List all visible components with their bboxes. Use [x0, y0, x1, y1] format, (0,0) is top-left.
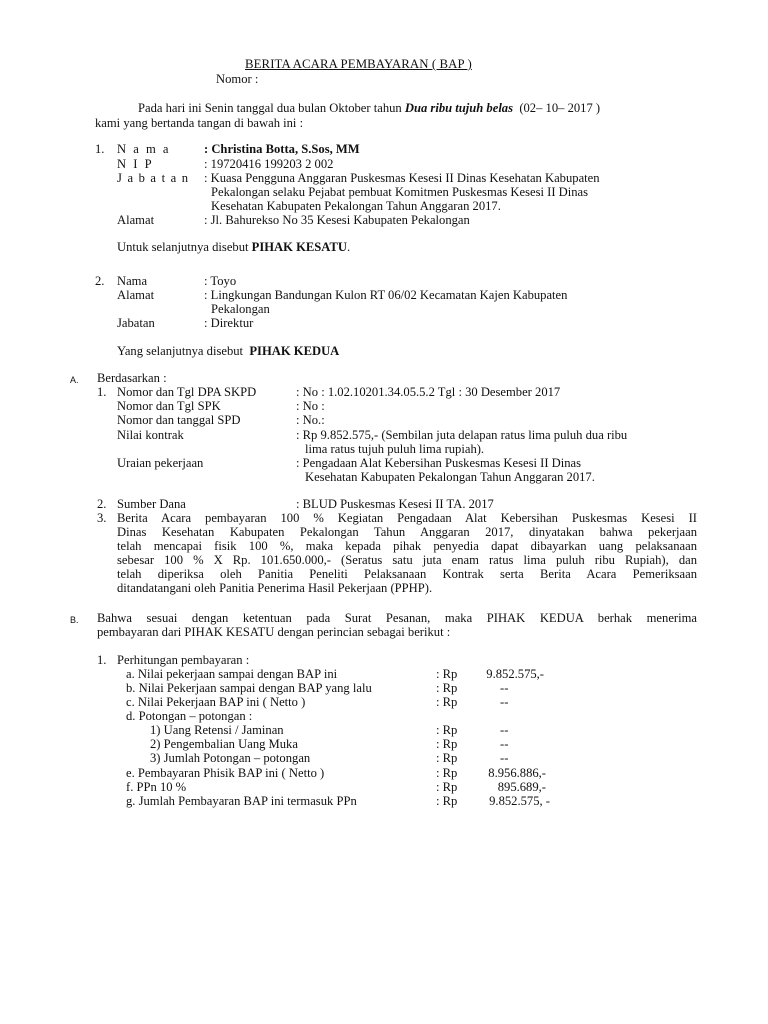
section-a-heading: Berdasarkan : — [97, 371, 167, 385]
section-a-item2-number: 2. — [97, 497, 107, 511]
party1-nama-value: : Christina Botta, S.Sos, MM — [204, 142, 360, 156]
party2-alamat-line2: Pekalongan — [211, 302, 270, 316]
calc-row-rp: : Rp — [436, 667, 458, 681]
party1-jabatan-line3: Kesehatan Kabupaten Pekalongan Tahun Anggaran 2017. — [211, 199, 501, 213]
intro-line-2: kami yang bertanda tangan di bawah ini : — [95, 116, 304, 130]
calc-row-label: b. Nilai Pekerjaan sampai dengan BAP yang lalu — [126, 681, 372, 695]
calc-row-label: a. Nilai pekerjaan sampai dengan BAP ini — [126, 667, 338, 681]
calc-row-rp: : Rp — [436, 737, 458, 751]
calc-row-amount: -- — [500, 723, 509, 737]
party2-jabatan-label: Jabatan — [117, 316, 155, 330]
section-a-item1-number: 1. — [97, 385, 107, 399]
party2-nama-label: Nama — [117, 274, 148, 288]
nilai-kontrak-label: Nilai kontrak — [117, 428, 184, 442]
party1-number: 1. — [95, 142, 105, 156]
nilai-kontrak-line2: lima ratus tujuh puluh lima rupiah). — [305, 442, 485, 456]
calc-row-rp: : Rp — [436, 751, 458, 765]
calc-row-label: e. Pembayaran Phisik BAP ini ( Netto ) — [126, 766, 325, 780]
item3-line6: ditandatangani oleh Panitia Penerima Hasil Pekerjaan (PPHP). — [117, 581, 433, 595]
section-a-item3-number: 3. — [97, 511, 107, 525]
item3-line3: telah mencapai fisik 100 %, maka kepada pihak penyedia dapat dibayarkan uang pelaksanaan — [117, 539, 697, 553]
calc-row-label: g. Jumlah Pembayaran BAP ini termasuk PPn — [126, 794, 357, 808]
intro-text: Pada hari ini Senin tanggal dua bulan Oktober tahun — [138, 101, 402, 115]
party2-designation: Yang selanjutnya disebut PIHAK KEDUA — [117, 344, 340, 358]
spk-label: Nomor dan Tgl SPK — [117, 399, 221, 413]
uraian-line2: Kesehatan Kabupaten Pekalongan Tahun Anggaran 2017. — [305, 470, 595, 484]
party1-pihak-label: PIHAK KESATU — [251, 240, 347, 254]
party1-alamat-value: : Jl. Bahurekso No 35 Kesesi Kabupaten Pekalongan — [204, 213, 470, 227]
dpa-value: : No : 1.02.10201.34.05.5.2 Tgl : 30 Desember 2017 — [296, 385, 561, 399]
party2-nama-value: : Toyo — [204, 274, 237, 288]
calc-row-rp: : Rp — [436, 766, 458, 780]
section-a-letter: A. — [70, 375, 79, 385]
party2-alamat-label: Alamat — [117, 288, 155, 302]
party2-number: 2. — [95, 274, 105, 288]
calc-row-label: c. Nilai Pekerjaan BAP ini ( Netto ) — [126, 695, 306, 709]
calc-heading: Perhitungan pembayaran : — [117, 653, 250, 667]
dpa-label: Nomor dan Tgl DPA SKPD — [117, 385, 257, 399]
calc-row-amount: 895.689,- — [497, 780, 546, 794]
calc-row-label: 1) Uang Retensi / Jaminan — [150, 723, 284, 737]
section-b-letter: B. — [70, 615, 79, 625]
party2-pihak-label: PIHAK KEDUA — [249, 344, 340, 358]
calc-row-rp: : Rp — [436, 681, 458, 695]
spd-value: : No.: — [296, 413, 325, 427]
calc-row-amount: 9.852.575,- — [486, 667, 544, 681]
item3-line2: Dinas Kesehatan Kabupaten Pekalongan Tahun Anggaran 2017, dinyatakan bahwa pekerjaan — [117, 525, 697, 539]
uraian-label: Uraian pekerjaan — [117, 456, 204, 470]
party1-alamat-label: Alamat — [117, 213, 155, 227]
section-b-line1: Bahwa sesuai dengan ketentuan pada Surat Pesanan, maka PIHAK KEDUA berhak menerima — [97, 611, 697, 625]
party1-jabatan-line1: : Kuasa Pengguna Anggaran Puskesmas Kesesi II Dinas Kesehatan Kabupaten — [204, 171, 600, 185]
intro-line-1 — [138, 101, 600, 115]
party1-nama-label: N a m a — [117, 142, 171, 156]
uraian-line1: : Pengadaan Alat Kebersihan Puskesmas Kesesi II Dinas — [296, 456, 582, 470]
sumber-dana-label: Sumber Dana — [117, 497, 186, 511]
calc-row-rp: : Rp — [436, 794, 458, 808]
calc-row-amount: 8.956.886,- — [488, 766, 546, 780]
party2-alamat-line1: : Lingkungan Bandungan Kulon RT 06/02 Kecamatan Kajen Kabupaten — [204, 288, 568, 302]
party1-jabatan-label: J a b a t a n — [117, 171, 190, 185]
intro-date: (02– 10– 2017 ) — [519, 101, 601, 115]
calc-row-amount: 9.852.575, - — [489, 794, 550, 808]
section-b-line2: pembayaran dari PIHAK KESATU dengan perincian sebagai berikut : — [97, 625, 451, 639]
document-title: BERITA ACARA PEMBAYARAN ( BAP ) — [245, 57, 472, 71]
nilai-kontrak-line1: : Rp 9.852.575,- (Sembilan juta delapan ratus lima puluh dua ribu — [296, 428, 628, 442]
calc-row-amount: -- — [500, 695, 509, 709]
calc-row-amount: -- — [500, 737, 509, 751]
party2-jabatan-value: : Direktur — [204, 316, 254, 330]
calc-row-label: 3) Jumlah Potongan – potongan — [150, 751, 311, 765]
spk-value: : No : — [296, 399, 325, 413]
calc-number: 1. — [97, 653, 107, 667]
party1-nip-value: : 19720416 199203 2 002 — [204, 157, 334, 171]
calc-row-amount: -- — [500, 751, 509, 765]
calc-row-rp: : Rp — [436, 780, 458, 794]
item3-line4: sebesar 100 % X Rp. 101.650.000,- (Seratus satu juta enam ratus lima puluh ribu Rupiah), dan — [117, 553, 697, 567]
calc-row-rp: : Rp — [436, 695, 458, 709]
calc-row-label: 2) Pengembalian Uang Muka — [150, 737, 298, 751]
sumber-dana-value: : BLUD Puskesmas Kesesi II TA. 2017 — [296, 497, 494, 511]
calc-row-label: f. PPn 10 % — [126, 780, 187, 794]
party1-designation: Untuk selanjutnya disebut PIHAK KESATU. — [117, 240, 351, 254]
calc-row-rp: : Rp — [436, 723, 458, 737]
document-number: Nomor : — [216, 72, 259, 86]
calc-row-amount: -- — [500, 681, 509, 695]
intro-year-words: Dua ribu tujuh belas — [404, 101, 514, 115]
spd-label: Nomor dan tanggal SPD — [117, 413, 241, 427]
item3-line1: Berita Acara pembayaran 100 % Kegiatan Pengadaan Alat Kebersihan Puskesmas Kesesi II — [117, 511, 697, 525]
party1-jabatan-line2: Pekalongan selaku Pejabat pembuat Komitmen Puskesmas Kesesi II Dinas — [211, 185, 589, 199]
calc-row-label: d. Potongan – potongan : — [126, 709, 253, 723]
item3-line5: telah diperiksa oleh Panitia Peneliti Pelaksanaan Kontrak serta Berita Acara Pemeriksaan — [117, 567, 697, 581]
party1-nip-label: N I P — [117, 157, 154, 171]
